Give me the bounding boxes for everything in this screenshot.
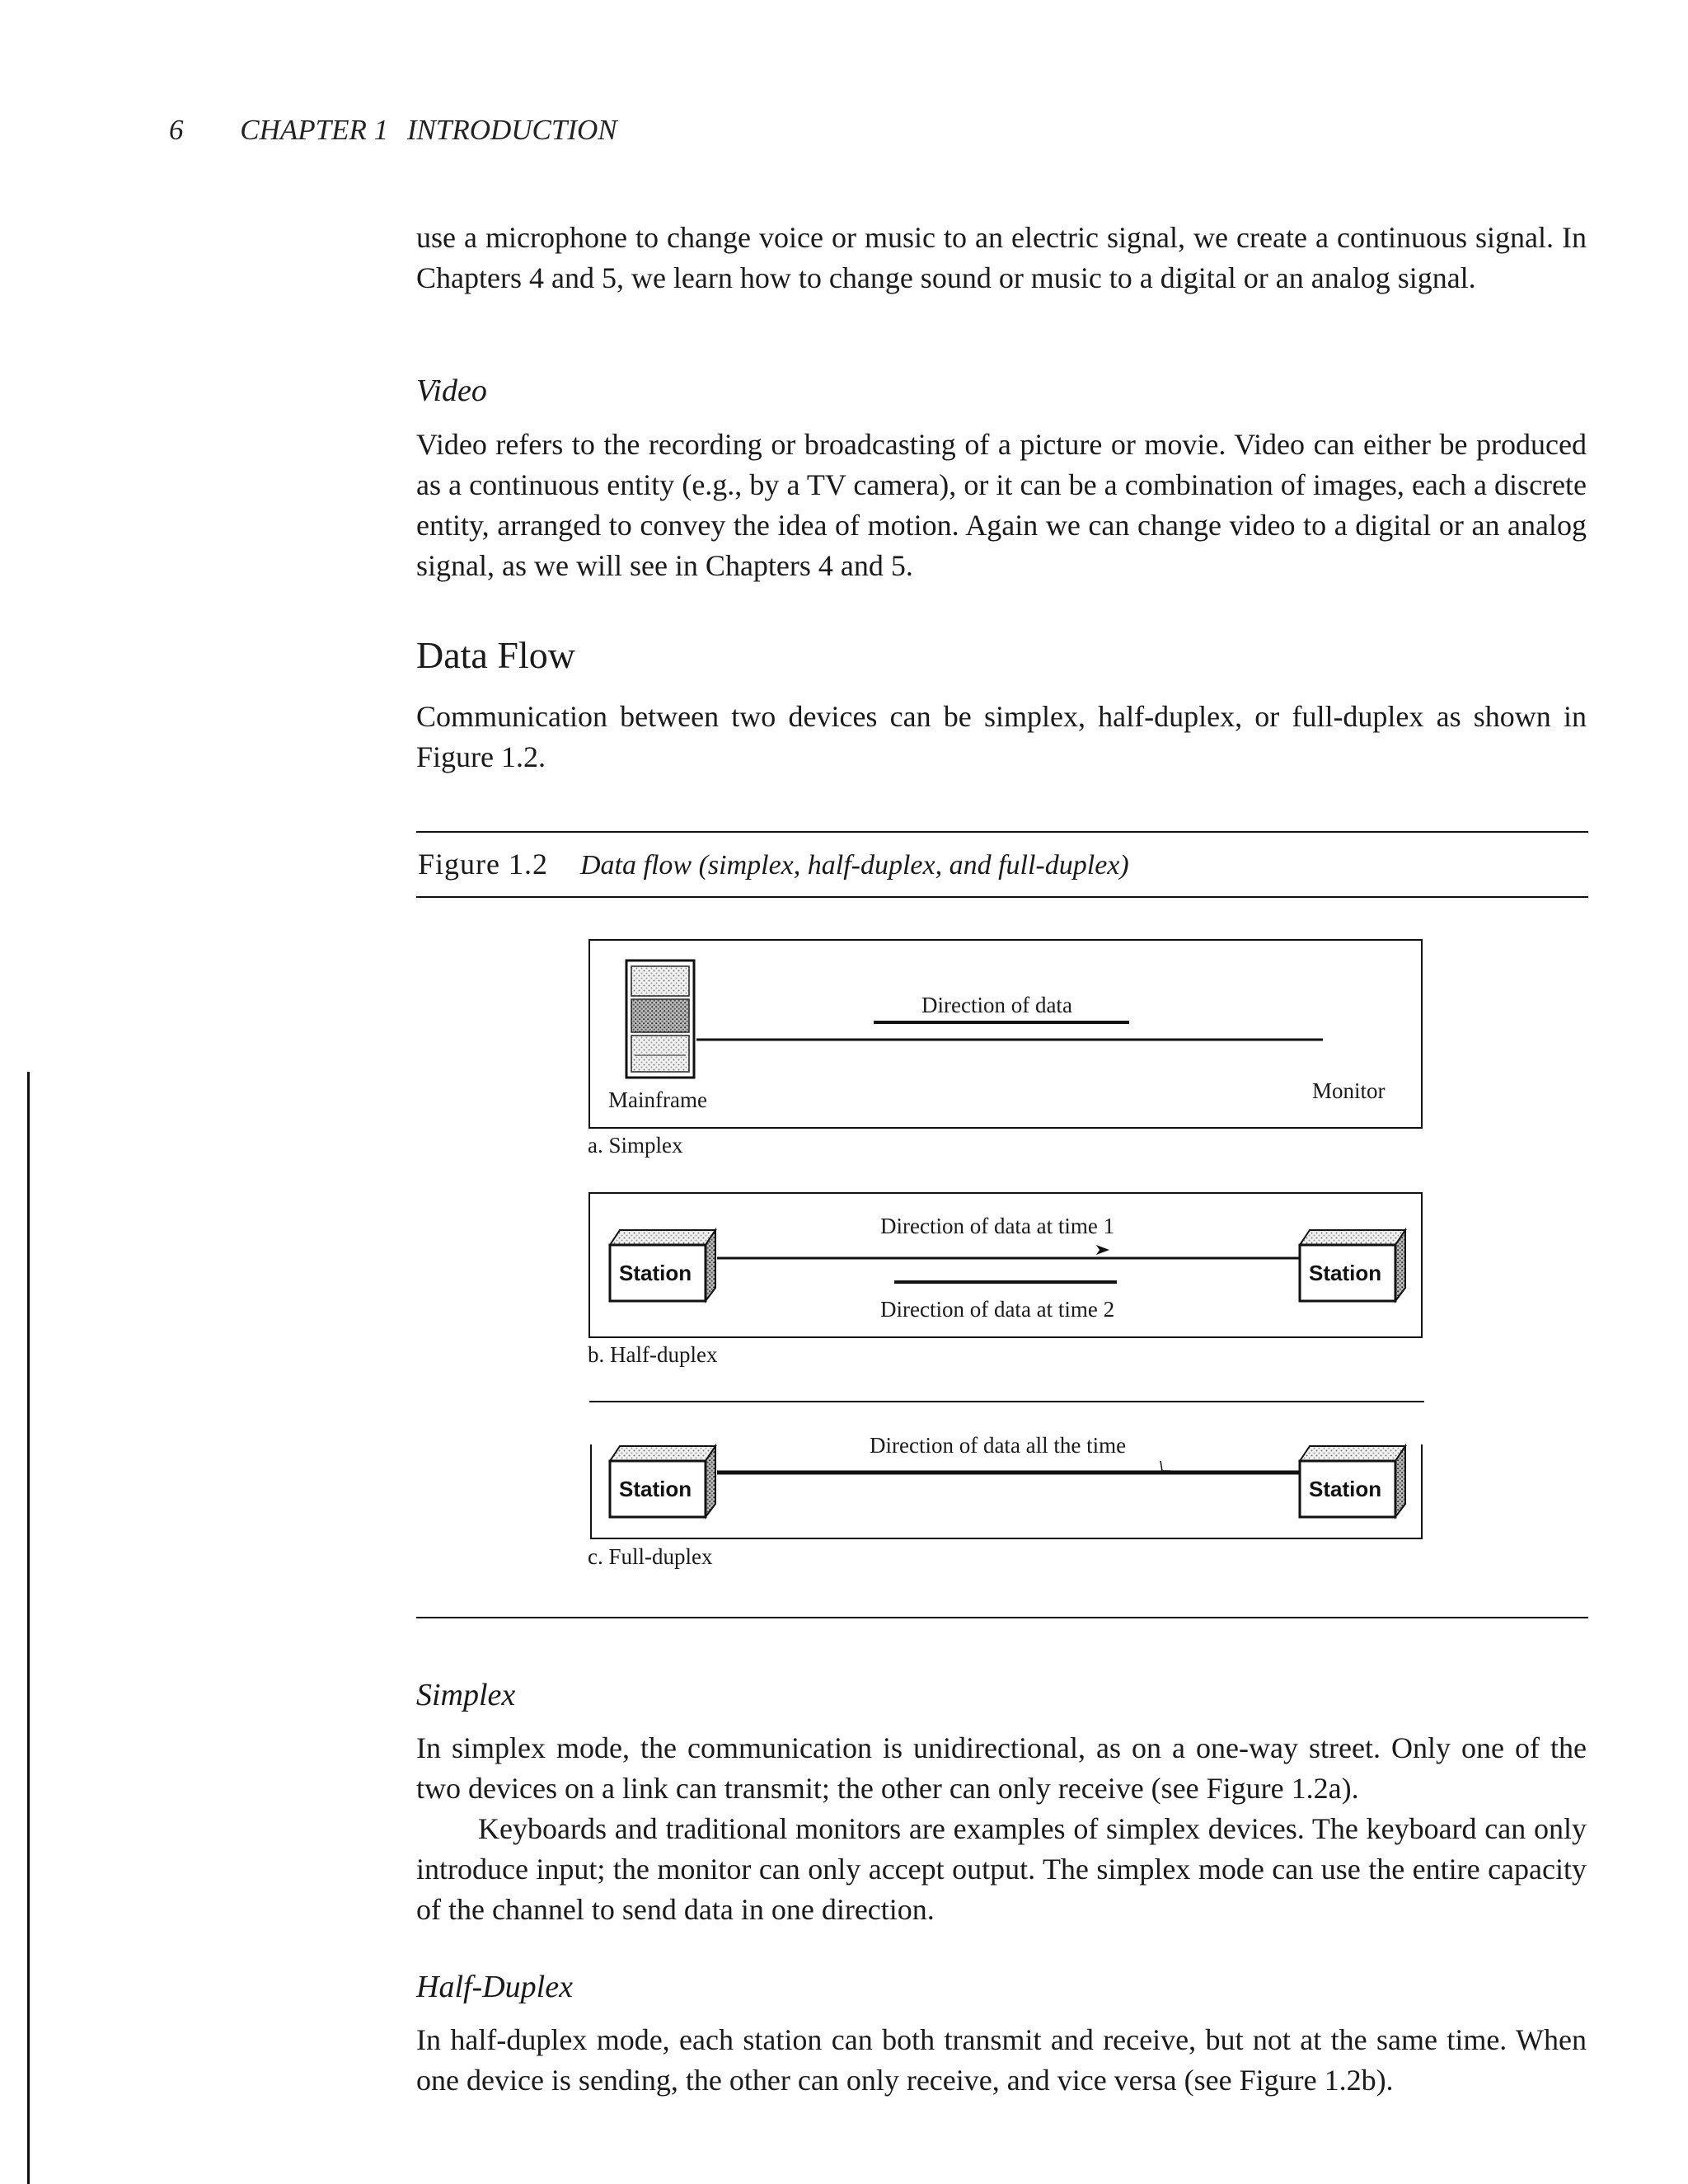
simplex-section <box>416 1677 1587 1713</box>
data-flow-paragraph: Communication between two devices can be simplex, half-duplex, or full-duplex as shown in Figure 1.2. <box>416 700 1587 773</box>
mainframe-label: Mainframe <box>608 1087 707 1112</box>
half-duplex-section <box>416 1969 1587 2005</box>
station-label: Station <box>1309 1261 1382 1285</box>
figure-label: Figure 1.2 <box>418 848 548 881</box>
monitor-label: Monitor <box>1312 1078 1386 1103</box>
half-duplex-direction-label-1: Direction of data at time 1 <box>880 1214 1115 1238</box>
half-duplex-panel <box>588 1193 1422 1367</box>
full-duplex-caption: c. Full-duplex <box>588 1544 713 1569</box>
simplex-panel <box>588 940 1422 1158</box>
simplex-paragraph-1: In simplex mode, the communication is unidirectional, as on a one-way street. Only one of the two devices on a link can transmit; the other can only receive (see Figure 1.2a). <box>416 1731 1587 1805</box>
simplex-body <box>416 1728 1587 1930</box>
station-icon-right <box>1300 1446 1405 1517</box>
simplex-frame <box>589 940 1422 1128</box>
half-duplex-caption: b. Half-duplex <box>588 1342 718 1367</box>
half-duplex-heading: Half-Duplex <box>416 1970 573 2004</box>
data-flow-heading: Data Flow <box>416 634 575 676</box>
station-icon-left <box>610 1446 715 1517</box>
half-duplex-paragraph: In half-duplex mode, each station can both transmit and receive, but not at the same time. When one device is sending, the other can only receive, and vice versa (see Figure 1.2b). <box>416 2023 1587 2097</box>
station-label: Station <box>1309 1477 1382 1501</box>
full-duplex-arrow-mark <box>1160 1461 1170 1471</box>
chapter-title: INTRODUCTION <box>406 114 617 146</box>
half-duplex-body <box>416 2020 1587 2101</box>
half-duplex-arrow-head <box>1096 1245 1109 1255</box>
full-duplex-panel <box>588 1402 1424 1569</box>
figure-title: Data flow (simplex, half-duplex, and full-duplex) <box>580 850 1129 881</box>
station-icon-left <box>610 1230 715 1301</box>
simplex-direction-label: Direction of data <box>921 993 1072 1017</box>
chapter-label: CHAPTER 1 <box>240 114 389 146</box>
simplex-heading: Simplex <box>416 1678 516 1712</box>
simplex-caption: a. Simplex <box>588 1133 683 1158</box>
station-icon-right <box>1300 1230 1405 1301</box>
mainframe-icon <box>626 960 694 1078</box>
page-number: 6 <box>169 114 184 146</box>
figure-bottom-rule <box>416 1617 1588 1618</box>
video-heading: Video <box>416 373 487 408</box>
station-label: Station <box>619 1261 692 1285</box>
simplex-paragraph-2: Keyboards and traditional monitors are examples of simplex devices. The keyboard can only introduce input; the monitor can only accept output. The simplex mode can use the entire capacity of the channel to send data in one direction. <box>416 1812 1587 1926</box>
video-paragraph: Video refers to the recording or broadcasting of a picture or movie. Video can either be produced as a continuous entity (e.g., by a TV camera), or it can be a combination of images, each a discrete entity, arranged to convey the idea of motion. Again we can change video to a digital or an analog signal, as we will see in Chapters 4 and 5. <box>416 428 1587 582</box>
half-duplex-direction-label-2: Direction of data at time 2 <box>880 1297 1115 1322</box>
intro-paragraph: use a microphone to change voice or music to an electric signal, we create a continuous signal. In Chapters 4 and 5, we learn how to change sound or music to a digital or an analog signal. <box>416 221 1587 294</box>
full-duplex-direction-label: Direction of data all the time <box>870 1433 1127 1458</box>
station-label: Station <box>619 1477 692 1501</box>
